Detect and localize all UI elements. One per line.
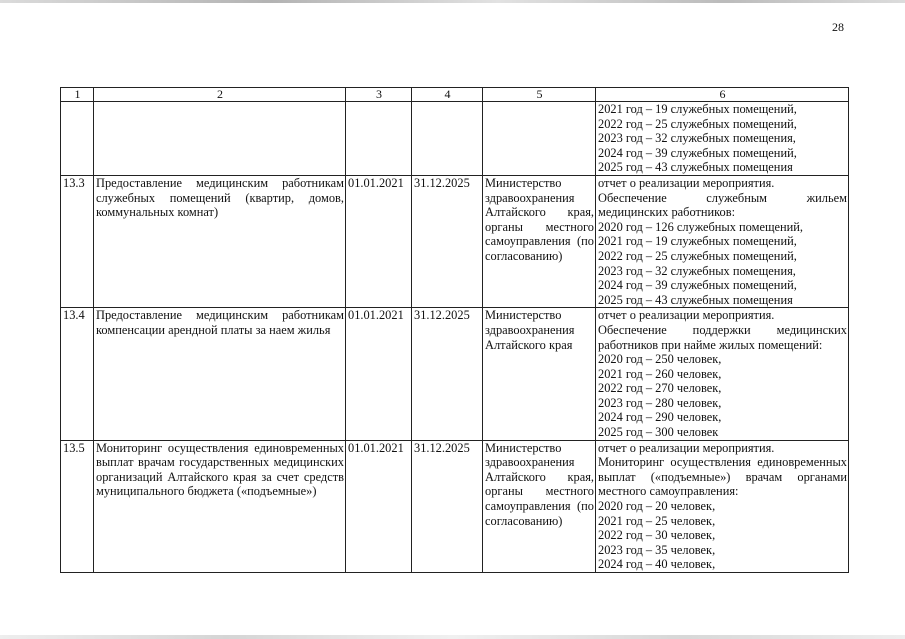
table-row-13-4 bbox=[61, 308, 849, 440]
cell-start: 01.01.2021 bbox=[346, 440, 412, 572]
cell-title bbox=[94, 102, 346, 176]
cell-title: Мониторинг осуществления единовременных выплат врачам государственных медицинских организаций Алтайского края за счет средств муниципального бюджета («подъемные») bbox=[94, 440, 346, 572]
result-line: Обеспечение поддержки медицинских работников при найме жилых помещений: bbox=[598, 322, 847, 352]
cell-result bbox=[596, 102, 849, 176]
result-line: 2023 год – 280 человек, bbox=[598, 395, 722, 410]
result-line: 2025 год – 43 служебных помещения bbox=[598, 160, 793, 175]
result-line: 2020 год – 20 человек, bbox=[598, 499, 716, 514]
cell-executor: Министерство здравоохранения Алтайского края bbox=[483, 308, 596, 440]
cell-end: 31.12.2025 bbox=[412, 440, 483, 572]
header-col-2: 2 bbox=[94, 88, 346, 102]
result-line: 2022 год – 270 человек, bbox=[598, 381, 722, 396]
cell-end bbox=[412, 102, 483, 176]
cell-title: Предоставление медицинским работникам компенсации арендной платы за наем жилья bbox=[94, 308, 346, 440]
result-line: 2024 год – 39 служебных помещений, bbox=[598, 145, 797, 160]
header-col-3: 3 bbox=[346, 88, 412, 102]
result-line: 2025 год – 43 служебных помещения bbox=[598, 292, 793, 307]
result-line: 2023 год – 32 служебных помещения, bbox=[598, 131, 796, 146]
result-line: 2021 год – 19 служебных помещений, bbox=[598, 102, 797, 116]
header-row bbox=[61, 88, 849, 102]
cell-num: 13.5 bbox=[61, 440, 94, 572]
header-col-4: 4 bbox=[412, 88, 483, 102]
cell-start: 01.01.2021 bbox=[346, 175, 412, 307]
measures-table bbox=[60, 87, 849, 573]
result-line: отчет о реализации мероприятия. bbox=[598, 308, 775, 323]
cell-num: 13.3 bbox=[61, 175, 94, 307]
result-line: 2024 год – 40 человек, bbox=[598, 557, 716, 572]
result-line: 2025 год – 300 человек bbox=[598, 425, 719, 440]
cell-executor: Министерство здравоохранения Алтайского края, органы местного самоуправления (по согласованию) bbox=[483, 175, 596, 307]
header-col-1: 1 bbox=[61, 88, 94, 102]
result-line: Обеспечение служебным жильем медицинских работников: bbox=[598, 190, 847, 220]
result-line: отчет о реализации мероприятия. bbox=[598, 175, 775, 190]
cell-executor bbox=[483, 102, 596, 176]
result-line: 2021 год – 260 человек, bbox=[598, 366, 722, 381]
cell-title: Предоставление медицинским работникам служебных помещений (квартир, домов, коммунальных комнат) bbox=[94, 175, 346, 307]
table-row-continuation bbox=[61, 102, 849, 176]
cell-end: 31.12.2025 bbox=[412, 175, 483, 307]
cell-executor: Министерство здравоохранения Алтайского края, органы местного самоуправления (по согласованию) bbox=[483, 440, 596, 572]
result-line: 2022 год – 30 человек, bbox=[598, 528, 716, 543]
result-line: 2021 год – 19 служебных помещений, bbox=[598, 234, 797, 249]
table-row-13-3 bbox=[61, 175, 849, 307]
cell-start: 01.01.2021 bbox=[346, 308, 412, 440]
header-col-5: 5 bbox=[483, 88, 596, 102]
table-row-13-5 bbox=[61, 440, 849, 572]
header-col-6: 6 bbox=[596, 88, 849, 102]
cell-start bbox=[346, 102, 412, 176]
cell-num: 13.4 bbox=[61, 308, 94, 440]
cell-result bbox=[596, 440, 849, 572]
result-line: 2022 год – 25 служебных помещений, bbox=[598, 116, 797, 131]
cell-end: 31.12.2025 bbox=[412, 308, 483, 440]
scan-bottom-edge bbox=[0, 635, 905, 639]
cell-result bbox=[596, 308, 849, 440]
scan-top-edge bbox=[0, 0, 905, 3]
result-line: 2022 год – 25 служебных помещений, bbox=[598, 248, 797, 263]
cell-num bbox=[61, 102, 94, 176]
result-line: 2020 год – 126 служебных помещений, bbox=[598, 219, 803, 234]
result-line: 2024 год – 290 человек, bbox=[598, 410, 722, 425]
result-line: 2023 год – 32 служебных помещения, bbox=[598, 263, 796, 278]
result-line: 2020 год – 250 человек, bbox=[598, 352, 722, 367]
result-line: Мониторинг осуществления единовременных выплат («подъемные») врачам органами местного самоуправления: bbox=[598, 455, 847, 499]
cell-result bbox=[596, 175, 849, 307]
result-line: 2021 год – 25 человек, bbox=[598, 513, 716, 528]
result-line: 2023 год – 35 человек, bbox=[598, 542, 716, 557]
result-line: 2024 год – 39 служебных помещений, bbox=[598, 278, 797, 293]
page-number: 28 bbox=[832, 20, 844, 34]
result-line: отчет о реализации мероприятия. bbox=[598, 440, 775, 455]
